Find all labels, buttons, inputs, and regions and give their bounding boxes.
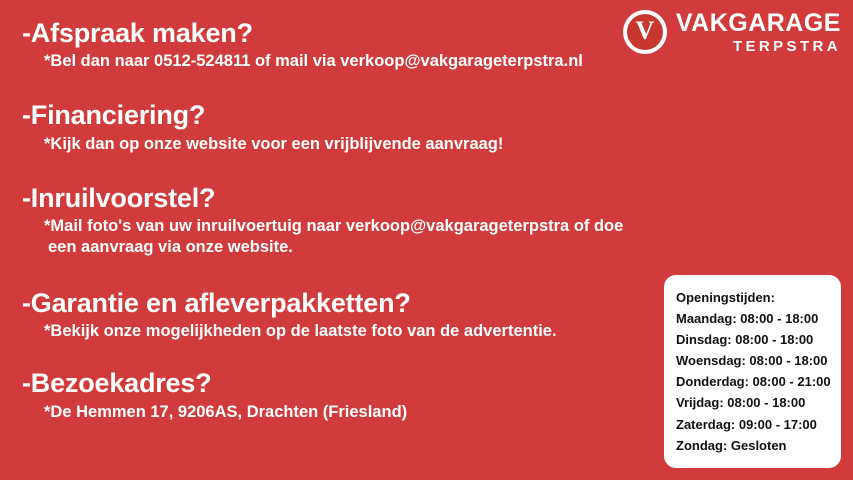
faq-question: -Inruilvoorstel? [22,182,216,213]
logo-badge-letter: V [635,16,655,45]
faq-answer [22,216,682,258]
logo-text [675,8,841,55]
faq-answer-line1: *Mail foto's van uw inruilvoertuig naar verkoop@vakgarageterpstra of doe [44,216,624,235]
faq-block-garantie [22,288,682,342]
faq-content [22,18,682,423]
opening-hours-thursday: Donderdag: 08:00 - 21:00 [676,374,831,390]
faq-question: -Bezoekadres? [22,368,212,399]
logo-subtitle: TERPSTRA [732,37,841,55]
logo-title: VAKGARAGE [675,8,841,37]
opening-hours-saturday: Zaterdag: 09:00 - 17:00 [676,416,817,432]
faq-answer: *Kijk dan op onze website voor een vrijblijvende aanvraag! [44,134,504,153]
faq-block-afspraak [22,18,682,72]
opening-hours-tuesday: Dinsdag: 08:00 - 18:00 [676,331,814,347]
opening-hours-friday: Vrijdag: 08:00 - 18:00 [676,395,806,411]
opening-hours-wednesday: Woensdag: 08:00 - 18:00 [676,353,828,369]
faq-answer: *Bel dan naar 0512-524811 of mail via verkoop@vakgarageterpstra.nl [44,52,583,71]
faq-block-financiering [22,100,682,154]
faq-answer: *De Hemmen 17, 9206AS, Drachten (Friesland) [44,402,408,421]
opening-hours-title: Openingstijden: [676,289,775,305]
opening-hours-monday: Maandag: 08:00 - 18:00 [676,310,819,326]
faq-question: -Garantie en afleverpakketten? [22,288,411,319]
opening-hours-sunday: Zondag: Gesloten [676,437,787,453]
opening-hours-card [664,275,841,469]
faq-block-inruilvoorstel [22,183,682,258]
faq-answer-line2: een aanvraag via onze website. [48,238,293,257]
faq-question: -Financiering? [22,100,206,131]
faq-block-bezoekadres [22,368,682,422]
faq-answer: *Bekijk onze mogelijkheden op de laatste foto van de advertentie. [44,322,557,341]
faq-question: -Afspraak maken? [22,18,253,48]
